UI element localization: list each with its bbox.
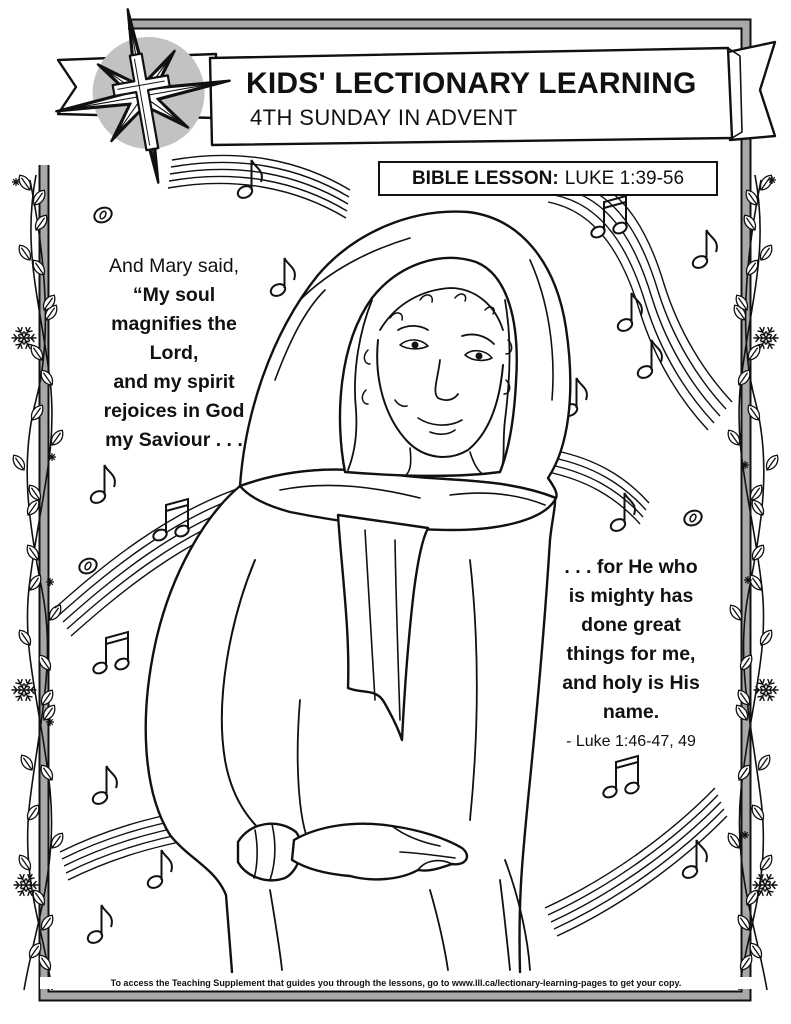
music-note-icon [89, 465, 115, 505]
bible-lesson-label: BIBLE LESSON: [411, 167, 559, 189]
scripture-citation: - Luke 1:46-47, 49 [566, 733, 696, 750]
music-note-icon [616, 293, 642, 333]
quote-left-line: “My soul [132, 284, 216, 306]
quote-left [59, 252, 289, 455]
page-subtitle: 4TH SUNDAY IN ADVENT [250, 105, 518, 130]
quote-right-line: things for me, [566, 643, 696, 665]
quote-intro: And Mary said, [108, 255, 240, 277]
quote-right-line: . . . for He who [564, 556, 698, 578]
music-note-icon [691, 230, 717, 270]
bible-lesson-box [378, 161, 718, 196]
quote-right-line: is mighty has [568, 585, 694, 607]
quote-left-line: my Saviour . . . [105, 429, 243, 451]
footer-note: To access the Teaching Supplement that guides you through the lessons, go to www.lll.ca/lectionary-learning-pages to get your copy. [40, 977, 752, 989]
music-note-icon [636, 340, 662, 380]
quote-right-line: name. [602, 701, 660, 723]
sparkle-icon [741, 461, 749, 469]
quote-left-line: Lord, [149, 342, 199, 364]
sparkle-icon [744, 576, 752, 584]
sparkle-icon [741, 831, 749, 839]
music-note-icon [92, 632, 131, 675]
left-vine [10, 173, 66, 990]
page-title: KIDS' LECTIONARY LEARNING [246, 67, 697, 100]
quote-left-line: rejoices in God [103, 400, 245, 422]
music-note-icon [91, 766, 117, 806]
music-note-icon [602, 756, 641, 799]
music-note-icon [86, 905, 112, 945]
sparkle-icon [48, 453, 56, 461]
music-note-icon [236, 160, 262, 200]
quote-right [520, 553, 742, 756]
music-staff [545, 788, 727, 936]
quote-right-line: and holy is His [562, 672, 700, 694]
quote-left-line: magnifies the [111, 313, 237, 335]
music-note-icon [682, 508, 704, 528]
music-note-icon [146, 850, 172, 890]
music-note-icon [92, 205, 114, 225]
sparkle-icon [768, 176, 776, 184]
music-staff [168, 155, 350, 218]
snowflake-icon [12, 678, 36, 702]
sparkle-icon [46, 578, 54, 586]
quote-left-line: and my spirit [113, 371, 235, 393]
bible-lesson-reference: LUKE 1:39-56 [564, 167, 685, 189]
sparkle-icon [46, 718, 54, 726]
sleeve-cuff [238, 824, 301, 881]
quote-right-line: done great [581, 614, 681, 636]
